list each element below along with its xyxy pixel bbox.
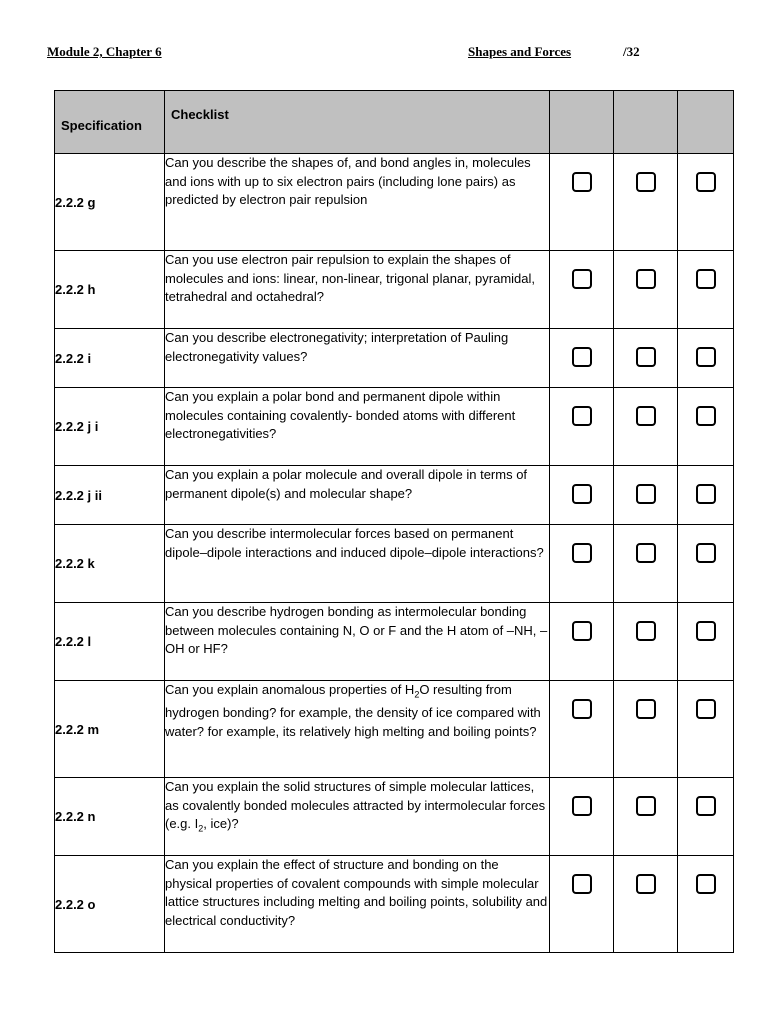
checkbox-1[interactable] [572,543,592,563]
spec-code: 2.2.2 g [55,154,165,251]
topic-title: Shapes and Forces [468,44,572,59]
checkbox-2[interactable] [636,874,656,894]
checkbox-2[interactable] [636,543,656,563]
checkbox-3[interactable] [696,406,716,426]
checkbox-2[interactable] [636,621,656,641]
spec-code: 2.2.2 m [55,681,165,778]
checkbox-1[interactable] [572,699,592,719]
checkbox-2[interactable] [636,269,656,289]
table-row [55,154,734,251]
checkbox-3[interactable] [696,172,716,192]
checkbox-1[interactable] [572,406,592,426]
checkbox-3[interactable] [696,269,716,289]
checkbox-2[interactable] [636,699,656,719]
checklist-question: Can you describe hydrogen bonding as intermolecular bonding between molecules containing N, O or F and the H atom of –NH, –OH or HF? [165,603,550,681]
checkbox-3[interactable] [696,796,716,816]
checklist-question: Can you explain a polar bond and permanent dipole within molecules containing covalently- bonded atoms with different electronegativities? [165,388,550,466]
spec-code: 2.2.2 j i [55,388,165,466]
checkbox-2[interactable] [636,484,656,504]
page-header [0,44,768,64]
table-row [55,466,734,525]
checklist-question: Can you describe electronegativity; interpretation of Pauling electronegativity values? [165,329,550,388]
checklist-question: Can you describe the shapes of, and bond angles in, molecules and ions with up to six electron pairs (including lone pairs) as predicted by electron pair repulsion [165,154,550,251]
checkbox-1[interactable] [572,269,592,289]
table-row [55,603,734,681]
checklist-question: Can you describe intermolecular forces based on permanent dipole–dipole interactions and induced dipole–dipole interactions? [165,525,550,603]
checkbox-3[interactable] [696,699,716,719]
table-row [55,856,734,953]
checkbox-1[interactable] [572,172,592,192]
checkbox-2[interactable] [636,406,656,426]
checkbox-2[interactable] [636,172,656,192]
table-row [55,681,734,778]
col-header-check-1 [550,91,614,154]
checkbox-3[interactable] [696,484,716,504]
col-header-check-3 [678,91,734,154]
spec-code: 2.2.2 j ii [55,466,165,525]
table-row [55,251,734,329]
module-title: Module 2, Chapter 6 [47,44,162,59]
checklist-question: Can you explain the effect of structure and bonding on the physical properties of covalent compounds with simple molecular lattice structures including melting and boiling points, solubility and electrical conductivity? [165,856,550,953]
checkbox-1[interactable] [572,621,592,641]
col-header-specification: Specification [55,91,165,154]
spec-code: 2.2.2 h [55,251,165,329]
spec-code: 2.2.2 k [55,525,165,603]
checklist-question: Can you explain the solid structures of simple molecular lattices, as covalently bonded molecules attracted by intermolecular forces (e.g. $I_2$, ice)? [165,778,550,856]
checkbox-1[interactable] [572,484,592,504]
col-header-check-2 [614,91,678,154]
checklist-question: Can you use electron pair repulsion to explain the shapes of molecules and ions: linear, non-linear, trigonal planar, pyramidal, tetrahedral and octahedral? [165,251,550,329]
checklist-table [54,90,734,953]
checkbox-3[interactable] [696,347,716,367]
col-header-checklist: Checklist [165,91,550,154]
checkbox-1[interactable] [572,347,592,367]
spec-code: 2.2.2 n [55,778,165,856]
checkbox-1[interactable] [572,796,592,816]
spec-code: 2.2.2 i [55,329,165,388]
checklist-question: Can you explain anomalous properties of $H_2O$ resulting from hydrogen bonding? for example, the density of ice compared with water? for example, its relatively high melting and boiling points? [165,681,550,778]
table-row [55,329,734,388]
table-row [55,525,734,603]
checkbox-3[interactable] [696,874,716,894]
score-total: /32 [623,44,640,59]
checklist-question: Can you explain a polar molecule and overall dipole in terms of permanent dipole(s) and molecular shape? [165,466,550,525]
table-row [55,388,734,466]
table-header-row [55,91,734,154]
checkbox-1[interactable] [572,874,592,894]
checkbox-2[interactable] [636,347,656,367]
spec-code: 2.2.2 o [55,856,165,953]
table-row [55,778,734,856]
checkbox-3[interactable] [696,543,716,563]
checkbox-3[interactable] [696,621,716,641]
checkbox-2[interactable] [636,796,656,816]
spec-code: 2.2.2 l [55,603,165,681]
